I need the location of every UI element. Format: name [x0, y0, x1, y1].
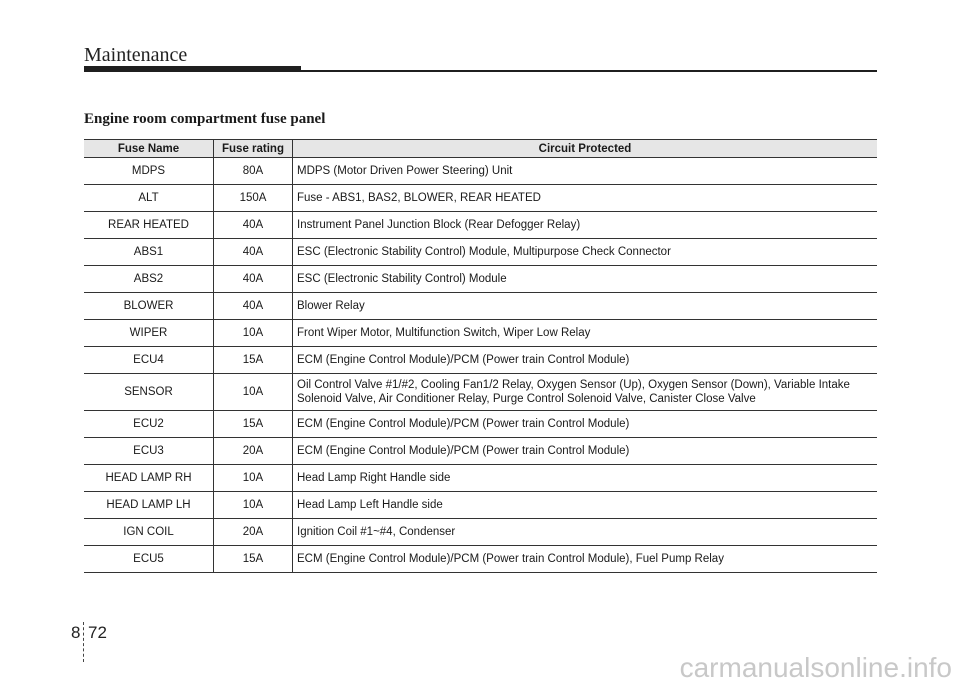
fuse-name-cell: HEAD LAMP LH	[84, 492, 214, 519]
circuit-cell: Ignition Coil #1~#4, Condenser	[293, 519, 878, 546]
fuse-rating-cell: 15A	[214, 411, 293, 438]
table-row	[84, 185, 877, 212]
circuit-cell: ECM (Engine Control Module)/PCM (Power train Control Module)	[293, 411, 878, 438]
header-rule-thin	[301, 70, 877, 72]
circuit-cell: ESC (Electronic Stability Control) Module	[293, 266, 878, 293]
table-row	[84, 465, 877, 492]
fuse-name-cell: BLOWER	[84, 293, 214, 320]
fuse-rating-cell: 15A	[214, 347, 293, 374]
column-header-fuse-name: Fuse Name	[84, 140, 214, 158]
table-row	[84, 239, 877, 266]
table-row	[84, 293, 877, 320]
fuse-name-cell: ECU3	[84, 438, 214, 465]
fuse-name-cell: WIPER	[84, 320, 214, 347]
fuse-table-head	[84, 140, 877, 158]
section-title: Maintenance	[84, 44, 188, 66]
fuse-rating-cell: 80A	[214, 158, 293, 185]
table-row	[84, 519, 877, 546]
fuse-name-cell: ECU4	[84, 347, 214, 374]
circuit-cell: MDPS (Motor Driven Power Steering) Unit	[293, 158, 878, 185]
table-row	[84, 374, 877, 411]
circuit-cell: ECM (Engine Control Module)/PCM (Power train Control Module), Fuel Pump Relay	[293, 546, 878, 573]
circuit-cell: Instrument Panel Junction Block (Rear Defogger Relay)	[293, 212, 878, 239]
fuse-rating-cell: 10A	[214, 374, 293, 411]
header-rule-thick	[84, 66, 301, 72]
circuit-cell: Head Lamp Left Handle side	[293, 492, 878, 519]
fuse-rating-cell: 10A	[214, 320, 293, 347]
table-row	[84, 546, 877, 573]
fuse-rating-cell: 10A	[214, 492, 293, 519]
table-row	[84, 411, 877, 438]
circuit-cell: ECM (Engine Control Module)/PCM (Power train Control Module)	[293, 347, 878, 374]
circuit-cell: Oil Control Valve #1/#2, Cooling Fan1/2 Relay, Oxygen Sensor (Up), Oxygen Sensor (Down), Variable Intake Solenoid Valve, Air Conditioner Relay, Purge Control Solenoid Valve, Canister Close Valve	[293, 374, 878, 411]
circuit-cell: Front Wiper Motor, Multifunction Switch, Wiper Low Relay	[293, 320, 878, 347]
table-row	[84, 266, 877, 293]
fuse-rating-cell: 20A	[214, 519, 293, 546]
circuit-cell: ECM (Engine Control Module)/PCM (Power train Control Module)	[293, 438, 878, 465]
fuse-rating-cell: 10A	[214, 465, 293, 492]
column-header-circuit-protected: Circuit Protected	[293, 140, 878, 158]
circuit-cell: Head Lamp Right Handle side	[293, 465, 878, 492]
fuse-name-cell: ABS2	[84, 266, 214, 293]
circuit-cell: Blower Relay	[293, 293, 878, 320]
fuse-name-cell: ALT	[84, 185, 214, 212]
page-heading: Engine room compartment fuse panel	[84, 111, 326, 127]
header-row	[84, 140, 877, 158]
fuse-rating-cell: 20A	[214, 438, 293, 465]
fuse-table	[84, 139, 877, 573]
fuse-rating-cell: 15A	[214, 546, 293, 573]
footer-divider	[83, 622, 84, 662]
table-row	[84, 438, 877, 465]
table-row	[84, 320, 877, 347]
fuse-rating-cell: 40A	[214, 212, 293, 239]
fuse-name-cell: ECU5	[84, 546, 214, 573]
fuse-name-cell: MDPS	[84, 158, 214, 185]
table-row	[84, 347, 877, 374]
section-number: 8	[71, 623, 81, 642]
watermark-text: carmanualsonline.info	[679, 652, 952, 683]
table-row	[84, 212, 877, 239]
table-row	[84, 158, 877, 185]
fuse-name-cell: HEAD LAMP RH	[84, 465, 214, 492]
fuse-name-cell: REAR HEATED	[84, 212, 214, 239]
column-header-fuse-rating: Fuse rating	[214, 140, 293, 158]
fuse-name-cell: ECU2	[84, 411, 214, 438]
fuse-rating-cell: 40A	[214, 239, 293, 266]
fuse-rating-cell: 40A	[214, 266, 293, 293]
circuit-cell: Fuse - ABS1, BAS2, BLOWER, REAR HEATED	[293, 185, 878, 212]
fuse-rating-cell: 40A	[214, 293, 293, 320]
fuse-name-cell: SENSOR	[84, 374, 214, 411]
page-number: 72	[88, 623, 107, 642]
fuse-name-cell: ABS1	[84, 239, 214, 266]
circuit-cell: ESC (Electronic Stability Control) Module, Multipurpose Check Connector	[293, 239, 878, 266]
fuse-table-body	[84, 158, 877, 573]
fuse-name-cell: IGN COIL	[84, 519, 214, 546]
table-row	[84, 492, 877, 519]
fuse-rating-cell: 150A	[214, 185, 293, 212]
